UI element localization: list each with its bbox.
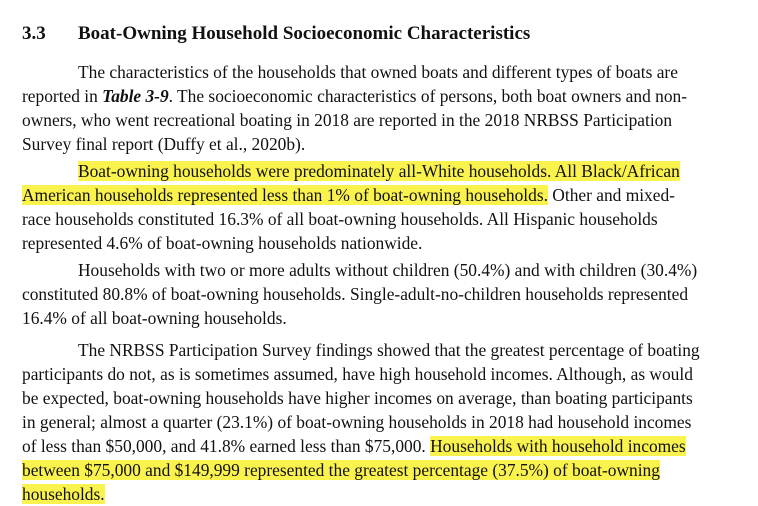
highlighted-text: between $75,000 and $149,999 represented the greatest percentage (37.5%) of boat-owning [22,460,660,480]
section-heading [22,22,530,46]
highlighted-text: households. [22,484,105,504]
highlighted-text: Boat-owning households were predominately all-White households. All Black/African [78,161,680,181]
paragraph-line: of less than $50,000, and 41.8% earned less than $75,000. Households with household incomes [22,436,686,456]
paragraph-2 [22,159,722,255]
paragraph-line: Survey final report (Duffy et al., 2020b). [22,134,306,154]
section-number: 3.3 [22,23,46,44]
highlighted-text: American households represented less than 1% of boat-owning households. [22,185,548,205]
paragraph-line [22,458,722,482]
highlighted-text: Households with household incomes [430,436,686,456]
paragraph-line: 16.4% of all boat-owning households. [22,308,287,328]
paragraph-line: The NRBSS Participation Survey findings showed that the greatest percentage of boating [78,340,700,360]
paragraph-line: reported in Table 3-9. The socioeconomic characteristics of persons, both boat owners and non- [22,86,688,106]
paragraph-line: Households with two or more adults without children (50.4%) and with children (30.4%) [78,260,698,280]
paragraph-line: participants do not, as is sometimes assumed, have high household incomes. Although, as would [22,364,693,384]
paragraph-line: owners, who went recreational boating in 2018 are reported in the 2018 NRBSS Participation [22,110,673,130]
paragraph-line: in general; almost a quarter (23.1%) of boat-owning households in 2018 had household incomes [22,412,692,432]
paragraph-4 [22,338,722,506]
paragraph-1 [22,60,722,156]
paragraph-line [22,159,722,183]
paragraph-line: The characteristics of the households that owned boats and different types of boats are [78,62,678,82]
paragraph-line: race households constituted 16.3% of all boat-owning households. All Hispanic households [22,209,658,229]
paragraph-line: be expected, boat-owning households have higher incomes on average, than boating participants [22,388,693,408]
paragraph-line [22,482,722,506]
paragraph-line: constituted 80.8% of boat-owning households. Single-adult-no-children households represented [22,284,689,304]
paragraph-line: American households represented less than 1% of boat-owning households. Other and mixed- [22,185,675,205]
paragraph-3 [22,258,722,330]
paragraph-line: represented 4.6% of boat-owning households nationwide. [22,233,423,253]
section-title: Boat-Owning Household Socioeconomic Characteristics [78,23,531,44]
table-reference: Table 3-9 [102,86,169,106]
